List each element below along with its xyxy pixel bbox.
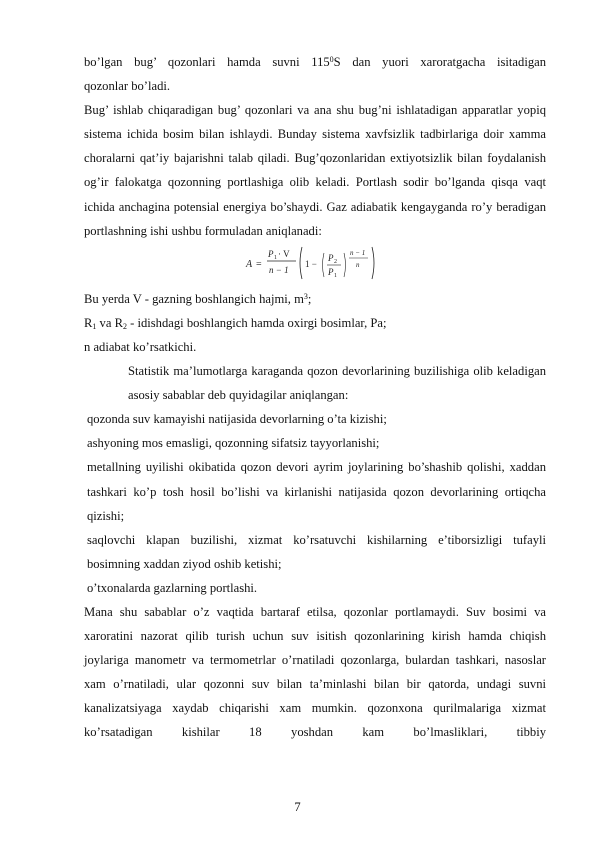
text-run: bo’lgan bug’ qozonlari hamda suvni 115 [84,55,330,69]
subscript-1: 1 [92,321,97,331]
formula-num-sub: 1 [274,254,277,261]
ratio-den-p: P [328,266,334,277]
subscript-2: 2 [123,321,127,331]
cause-item-5: o’txonalarda gazlarning portlashi. [87,580,258,595]
right-bracket [372,247,374,279]
formula-num-v: · V [278,248,290,259]
exp-num: n − 1 [350,248,366,257]
text-run: Bu yerda V - gazning boshlangich hajmi, m [84,291,304,306]
formula-eq: = [256,258,262,270]
definition-r [84,311,546,335]
inner-left-paren [323,253,325,277]
inner-right-paren [344,253,346,277]
formula-lhs: A [246,258,253,270]
cause-item-2: ashyoning mos emasligi, qozonning sifatsiz tayyorlanishi; [87,436,380,451]
text-run: S dan yuori xaroratgacha isitadigan [333,55,546,69]
cause-item-4: saqlovchi klapan buzilishi, xizmat ko’rsatuvchi kishilarning e’tiborsizligi tufayli bosimning xaddan ziyod oshib ketishi; [87,532,546,571]
definition-v [84,287,546,311]
ratio-num-sub: 2 [334,258,337,265]
ratio-den-sub: 1 [334,272,337,279]
paragraph-intro-line2: qozonlar bo’ladi. [84,79,171,94]
document-page [84,50,546,745]
definition-n: n adiabat ko’rsatkichi. [84,339,197,354]
ratio-num-p: P [328,252,334,263]
text-run: R [84,315,93,330]
degree-superscript: 0 [329,55,334,64]
formula-graphic [244,243,394,283]
exp-den: n [356,260,360,269]
paragraph-explosion: Bug’ ishlab chiqaradigan bug’ qozonlari va ana shu bug’ni ishlatadigan apparatlar yopiq sistema ichida bosim bilan ishlaydi. Bunday sistema xavfsizlik tadbirlariga doir xamma choralarni qat’iy bajarishni talab qiladi. Bug’qozonlaridan extiyotsizlik bilan foydalanish og’ir falokatga qozonning portlashiga olib keladi. Portlash sodir bo’lganda qisqa vaqt ichida anchagina potensial energiya bo’shaydi. Gaz adiabatik kengayganda ro’y beradigan portlashning ishi ushbu formuladan aniqlanadi: [84,103,546,238]
paragraph-statistics: Statistik ma’lumotlarga karaganda qozon devorlarining buzilishiga olib keladigan asosiy sabablar deb quyidagilar aniqlangan: [128,364,546,403]
page-number: 7 [294,800,301,814]
cause-item-1: qozonda suv kamayishi natijasida devorlarning o’ta kizishi; [87,412,387,427]
text-run: va R [96,315,123,330]
cause-item-3: metallning uyilishi okibatida qozon devori ayrim joylarining bo’shashib qolishi, xaddan tashkari ko’p tosh hosil bo’lishi va kirlanishi natijasida qozon devorlarining ortiqcha qizishi; [87,460,546,523]
formula-den: n − 1 [269,264,289,275]
adiabatic-work-formula [84,243,546,283]
formula-num-p: P [268,248,274,259]
left-bracket [300,247,302,279]
text-run: ; [307,291,312,306]
paragraph-intro-line1 [84,50,546,74]
formula-one-minus: 1 − [305,258,317,269]
text-run: - idishdagi boshlangich hamda oxirgi bosimlar, Pa; [127,315,387,330]
paragraph-final: Mana shu sabablar o’z vaqtida bartaraf etilsa, qozonlar portlamaydi. Suv bosimi va xaroratini nazorat qilib turish uchun suv isitish qozonlarining kirish hamda chiqish joylariga manometr va termometrlar o’rnatiladi qozonlarga, bulardan tashkari, nasoslar xam o’rnatiladi, ular qozonni suv bilan ta’minlashi bilan bir qatorda, undagi suvni kanalizatsiyaga xaydab chiqarishi xam mumkin. qozonxona qurilmalariga xizmat ko’rsatadigan kishilar 18 yoshdan kam bo’lmasliklari, tibbiy [84,604,546,740]
cube-superscript: 3 [303,291,308,301]
